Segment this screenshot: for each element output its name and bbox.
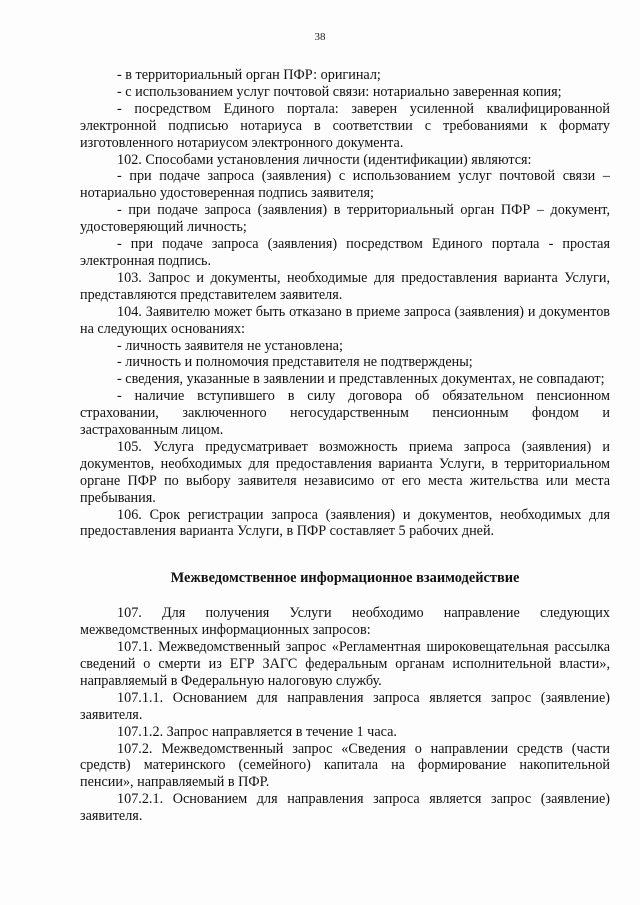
paragraph: 107.1. Межведомственный запрос «Регламентная широковещательная рассылка сведений о смерти из ЕГР ЗАГС федеральным органам исполнительной власти», направляемый в Федеральную налоговую службу. bbox=[80, 639, 610, 689]
paragraph: - личность заявителя не установлена; bbox=[117, 337, 343, 354]
paragraph: - при подаче запроса (заявления) посредством Единого портала - простая электронная подпись. bbox=[80, 236, 610, 269]
paragraph: - при подаче запроса (заявления) с использованием услуг почтовой связи – нотариально удостоверенная подпись заявителя; bbox=[80, 168, 610, 202]
paragraph: 107.2. Межведомственный запрос «Сведения о направлении средств (части средств) материнского (семейного) капитала на формирование накопительной пенсии», направляемый в ПФР. bbox=[80, 740, 610, 791]
paragraph: - при подаче запроса (заявления) в территориальный орган ПФР – документ, удостоверяющий личность; bbox=[80, 202, 610, 236]
section-heading: Межведомственное информационное взаимодействие bbox=[170, 570, 520, 587]
paragraph: 107.1.2. Запрос направляется в течение 1 часа. bbox=[117, 723, 397, 740]
page-number: 38 bbox=[314, 31, 326, 43]
paragraph: - наличие вступившего в силу договора об обязательном пенсионном страховании, заключенного негосударственным пенсионным фондом и застрахованным лицом. bbox=[80, 388, 610, 439]
paragraph: - посредством Единого портала: заверен усиленной квалифицированной электронной подписью нотариуса в соответствии с требованиями к формату изготовленного нотариусом электронного документа. bbox=[80, 100, 610, 151]
paragraph: 103. Запрос и документы, необходимые для предоставления варианта Услуги, представляются представителем заявителя. bbox=[80, 269, 610, 303]
paragraph: - в территориальный орган ПФР: оригинал; bbox=[117, 67, 381, 83]
paragraph: 105. Услуга предусматривает возможность приема запроса (заявления) и документов, необходимых для предоставления варианта Услуги, в территориальном органе ПФР по выбору заявителя независимо от его места жительства или места пребывания. bbox=[80, 438, 610, 506]
paragraph: 107.1.1. Основанием для направления запроса является запрос (заявление) заявителя. bbox=[80, 689, 610, 723]
paragraph: - личность и полномочия представителя не подтверждены; bbox=[117, 354, 473, 371]
paragraph: 104. Заявителю может быть отказано в приеме запроса (заявления) и документов на следующих основаниях: bbox=[80, 303, 610, 337]
paragraph: - сведения, указанные в заявлении и представленных документах, не совпадают; bbox=[117, 371, 605, 388]
paragraph: 107. Для получения Услуги необходимо направление следующих межведомственных информационных запросов: bbox=[80, 605, 610, 639]
paragraph: 106. Срок регистрации запроса (заявления) и документов, необходимых для предоставления варианта Услуги, в ПФР составляет 5 рабочих дней. bbox=[80, 506, 610, 540]
paragraph: 107.2.1. Основанием для направления запроса является запрос (заявление) заявителя. bbox=[80, 791, 610, 825]
document-body bbox=[80, 67, 610, 825]
paragraph: 102. Способами установления личности (идентификации) являются: bbox=[117, 151, 532, 168]
paragraph: - с использованием услуг почтовой связи: нотариально заверенная копия; bbox=[117, 83, 562, 100]
